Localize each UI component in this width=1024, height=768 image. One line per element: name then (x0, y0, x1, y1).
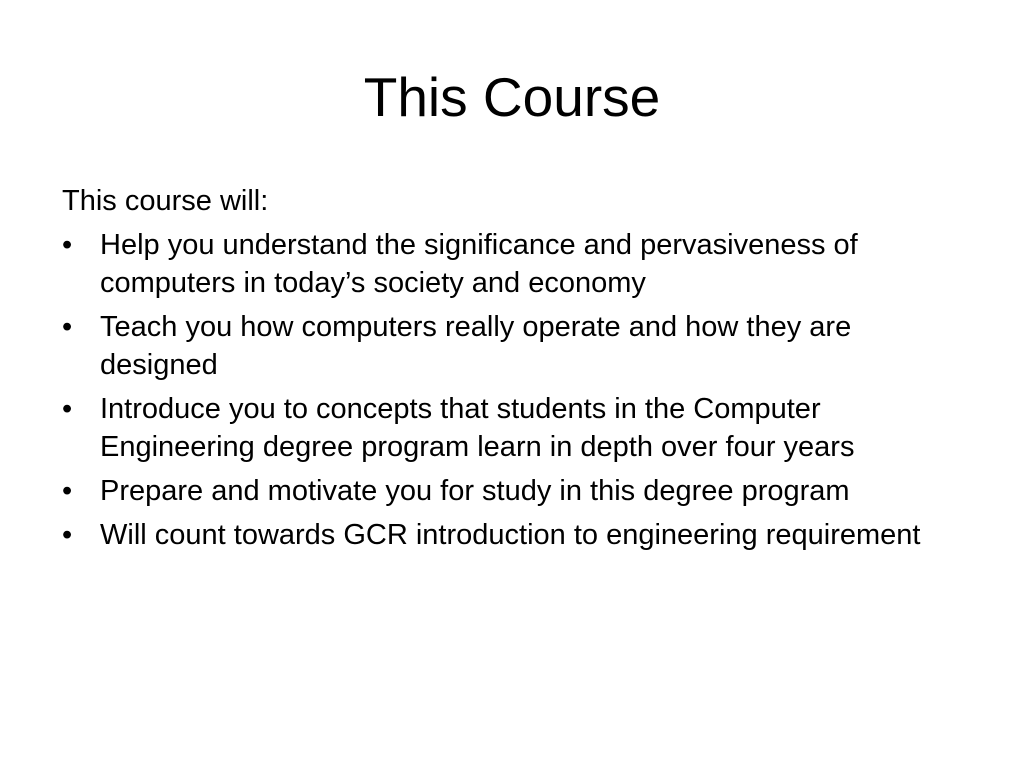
bullet-item (62, 390, 972, 466)
slide-body (62, 182, 972, 560)
bullet-text: Help you understand the significance and pervasiveness of computers in today’s society and economy (100, 229, 858, 299)
bullet-item (62, 226, 972, 302)
bullet-text: Teach you how computers really operate and how they are designed (100, 311, 852, 381)
bullet-icon: • (62, 519, 73, 551)
bullet-item (62, 472, 972, 510)
bullet-item (62, 308, 972, 384)
bullet-icon: • (62, 393, 73, 425)
slide-title: This Course (363, 66, 661, 128)
bullet-icon: • (62, 311, 73, 343)
bullet-item (62, 516, 972, 554)
bullet-text: Introduce you to concepts that students in the Computer Engineering degree program learn in depth over four years (100, 393, 855, 463)
bullet-text: Prepare and motivate you for study in this degree program (100, 475, 850, 507)
intro-text: This course will: (62, 185, 269, 217)
bullet-icon: • (62, 475, 73, 507)
bullet-text: Will count towards GCR introduction to engineering requirement (100, 519, 921, 551)
bullet-icon: • (62, 229, 73, 261)
bullet-list (62, 226, 972, 554)
